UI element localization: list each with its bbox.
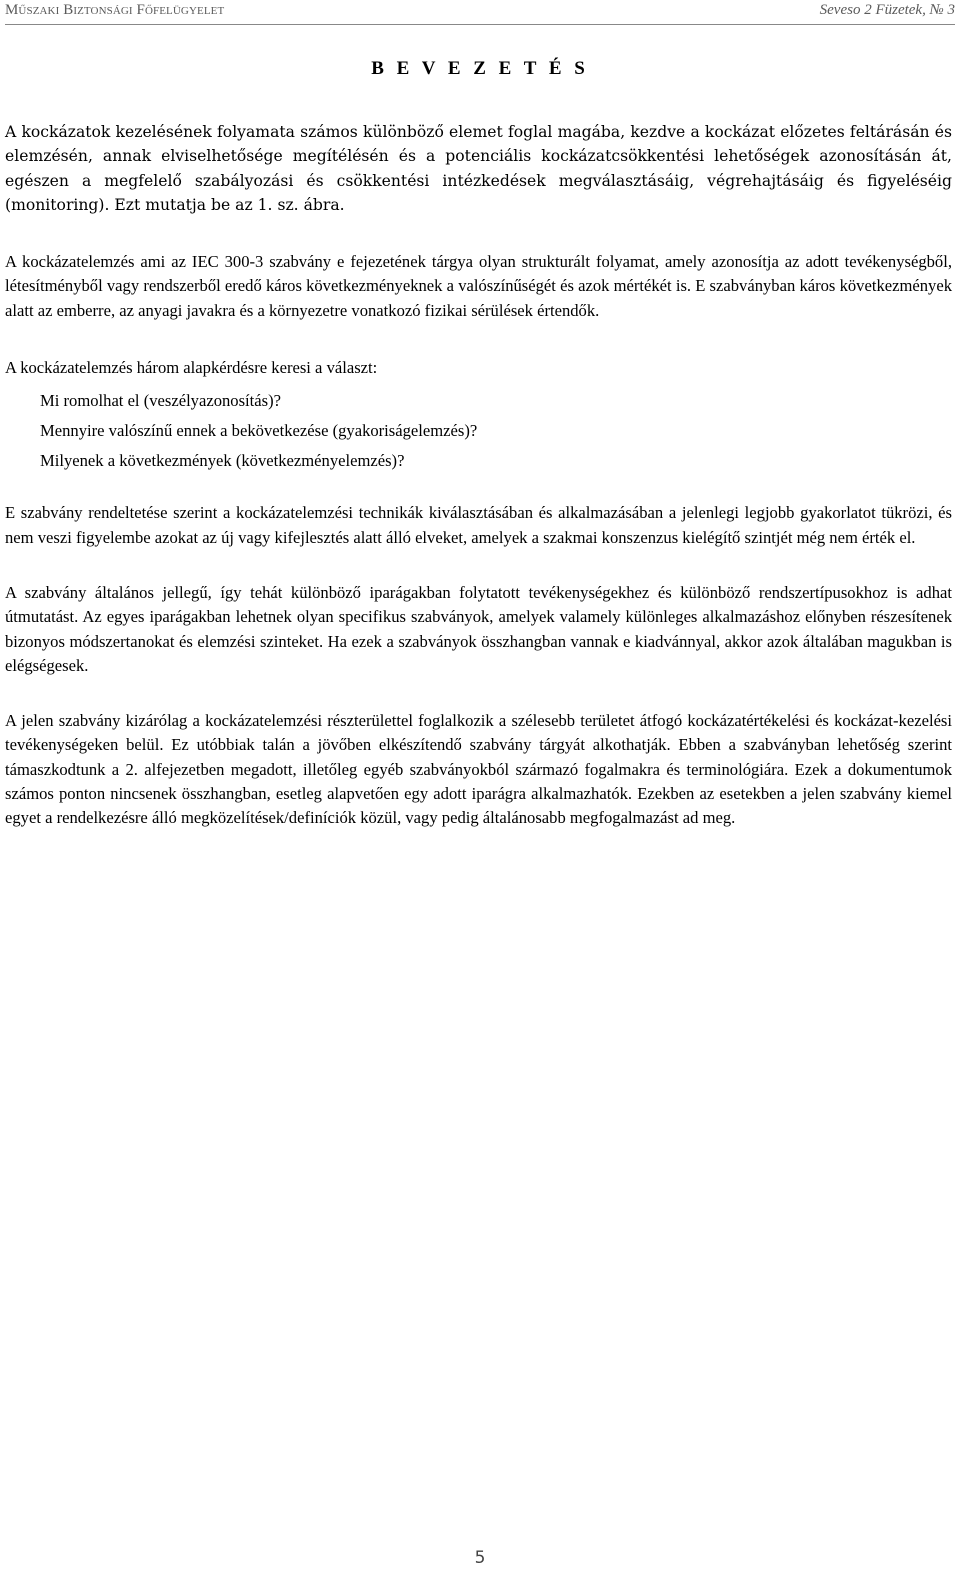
page-number: 5 [474,1548,486,1568]
header-divider [5,24,955,25]
paragraph-scope: A jelen szabvány kizárólag a kockázatelemzési részterülettel foglalkozik a szélesebb területet átfogó kockázatértékelési és kockázat-kezelési tevékenységeken belül. Ez utóbbiak talán a jövőben elkészítendő szabvány tárgyát alkothatják. Ebben a szabványban lehetőség szerint támaszkodtunk a 2. alfejezetben megadott, illetőleg egyéb szabványokból származó fogalmakra és terminológiára. Ezek a dokumentumok számos ponton nincsenek összhangban, esetleg alapvetően egy adott iparágra alkalmazhatók. Ezekben az esetekben a jelen szabvány kiemel egyet a rendelkezésre álló megközelítések/definíciók közül, vagy pedig általánosabb megfogalmazást ad meg. [5,711,952,828]
question-item: Mi romolhat el (veszélyazonosítás)? [40,391,281,411]
question-list [5,392,952,470]
question-item: Mennyire valószínű ennek a bekövetkezése (gyakoriságelemzés)? [40,421,478,441]
running-header [0,0,960,30]
paragraph-intro: A kockázatok kezelésének folyamata számos különböző elemet foglal magába, kezdve a kockázat előzetes feltárásán és elemzésén, annak elviselhetősége megítélésén és a potenciális kockázatcsökkentési lehetőségek azonosításán át, egészen a megfelelő szabályozási és csökkentési intézkedések megválasztásáig, végrehajtásáig és figyeléséig (monitoring). Ezt mutatja be az 1. sz. ábra. [5,123,952,214]
section-title: B E V E Z E T É S [371,58,589,79]
paragraph-risk-analysis: A kockázatelemzés ami az IEC 300-3 szabvány e fejezetének tárgya olyan strukturált folyamat, amely azonosítja az adott tevékenységből, létesítményből vagy rendszerből eredő káros következményeknek a valószínűségét és azok mértékét is. E szabványban káros következmények alatt az emberre, az anyagi javakra és a környezetre vonatkozó fizikai sérülések értendők. [5,252,952,320]
paragraph-general: A szabvány általános jellegű, így tehát különböző iparágakban folytatott tevékenységekhez és különböző rendszertípusokhoz is adhat útmutatást. Az egyes iparágakban lehetnek olyan specifikus szabványok, amelyek valamely különleges alkalmazáshoz előnyben részesítenek bizonyos módszertanokat és elemzési szinteket. Ha ezek a szabványok összhangban vannak e kiadvánnyal, akkor azok általában magukban is elégségesek. [5,582,952,675]
header-series: Seveso 2 Füzetek, № 3 [819,2,955,18]
body-text [5,120,952,831]
paragraph-purpose: E szabvány rendeltetése szerint a kockázatelemzési technikák kiválasztásában és alkalmazásában a jelenlegi legjobb gyakorlatot tükrözi, és nem veszi figyelembe azokat az új vagy kifejlesztés alatt álló elveket, amelyek a szakmai konszenzus kielégítő szintjét még nem érték el. [5,503,952,547]
paragraph-questions-lead: A kockázatelemzés három alapkérdésre keresi a választ: [5,358,378,378]
question-item: Milyenek a következmények (következményelemzés)? [40,451,405,471]
header-organization: Műszaki Biztonsági Főfelügyelet [5,2,225,18]
